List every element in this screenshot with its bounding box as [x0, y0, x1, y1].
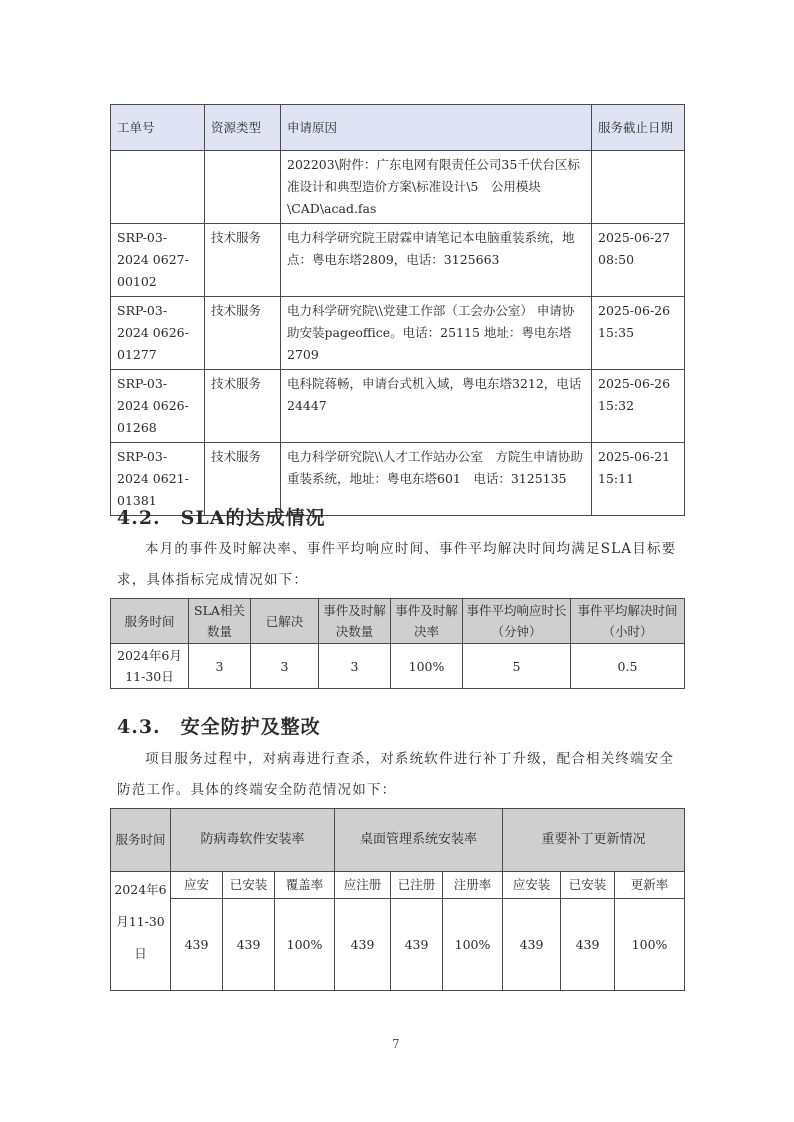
- section-heading-sla: 4.2. SLA的达成情况: [117, 507, 326, 529]
- resource-type: 技术服务: [205, 297, 281, 370]
- column-header: 资源类型: [205, 105, 281, 151]
- column-subheader: 应安装: [503, 872, 561, 899]
- table-row: [111, 370, 685, 443]
- column-header: 服务时间: [111, 599, 189, 644]
- request-reason: 电力科学研究院王尉霖申请笔记本电脑重装系统，地点：粤电东塔2809，电话：3125663: [281, 224, 592, 297]
- deadline: 2025-06-27 08:50: [592, 224, 685, 297]
- resource-type: 技术服务: [205, 224, 281, 297]
- table-row: [111, 151, 685, 224]
- deadline: 2025-06-26 15:32: [592, 370, 685, 443]
- column-group-header: 重要补丁更新情况: [503, 809, 685, 872]
- table-row: [111, 644, 685, 689]
- table-header-row: [111, 105, 685, 151]
- sla-table: [110, 598, 685, 689]
- column-subheader: 应注册: [335, 872, 391, 899]
- service-time: 2024年6月11-30日: [111, 872, 171, 991]
- request-reason: 电力科学研究院\\人才工作站办公室 方院生申请协助重装系统，地址：粤电东塔601 电话：3125135: [281, 443, 592, 516]
- resolved-count: 3: [251, 644, 319, 689]
- column-subheader: 注册率: [443, 872, 503, 899]
- section-heading-security: 4.3. 安全防护及整改: [117, 716, 321, 738]
- avg-response-minutes: 5: [463, 644, 571, 689]
- deadline: [592, 151, 685, 224]
- column-header: 服务时间: [111, 809, 171, 872]
- table-cell: 439: [561, 899, 615, 991]
- column-subheader: 更新率: [615, 872, 685, 899]
- security-table: [110, 808, 685, 991]
- table-header-row: [111, 599, 685, 644]
- page-number: 7: [392, 1037, 400, 1051]
- column-header: 事件平均响应时长（分钟）: [463, 599, 571, 644]
- table-cell: 439: [391, 899, 443, 991]
- sla-count: 3: [189, 644, 251, 689]
- timely-resolved-count: 3: [319, 644, 391, 689]
- resource-type: 技术服务: [205, 370, 281, 443]
- resource-type: [205, 151, 281, 224]
- timely-resolve-rate: 100%: [391, 644, 463, 689]
- column-header: 工单号: [111, 105, 205, 151]
- sla-paragraph-text: 本月的事件及时解决率、事件平均响应时间、事件平均解决时间均满足SLA目标要求，具体指标完成情况如下：: [117, 541, 677, 588]
- table-cell: 439: [335, 899, 391, 991]
- column-header: 已解决: [251, 599, 319, 644]
- ticket-id: SRP-03-2024 0626-01268: [111, 370, 205, 443]
- request-reason: 电科院蒋畅，申请台式机入域，粤电东塔3212，电话24447: [281, 370, 592, 443]
- table-cell: 439: [223, 899, 275, 991]
- column-subheader: 应安: [171, 872, 223, 899]
- table-row: [111, 297, 685, 370]
- column-subheader: 已注册: [391, 872, 443, 899]
- deadline: 2025-06-26 15:35: [592, 297, 685, 370]
- resource-type: 技术服务: [205, 443, 281, 516]
- table-row: [111, 899, 685, 991]
- column-group-header: 防病毒软件安装率: [171, 809, 335, 872]
- table-subheader-row: [111, 872, 685, 899]
- request-reason: 电力科学研究院\\党建工作部（工会办公室） 申请协助安装pageoffice。电话：25115 地址：粤电东塔2709: [281, 297, 592, 370]
- column-group-header: 桌面管理系统安装率: [335, 809, 503, 872]
- ticket-id: SRP-03-2024 0626-01277: [111, 297, 205, 370]
- request-table: [110, 104, 685, 516]
- column-header: 事件及时解决数量: [319, 599, 391, 644]
- column-subheader: 已安装: [561, 872, 615, 899]
- deadline: 2025-06-21 15:11: [592, 443, 685, 516]
- security-paragraph-text: 项目服务过程中，对病毒进行查杀，对系统软件进行补丁升级，配合相关终端安全防范工作。具体的终端安全防范情况如下：: [117, 751, 675, 798]
- column-header: 申请原因: [281, 105, 592, 151]
- table-cell: 100%: [443, 899, 503, 991]
- table-header-row: [111, 809, 685, 872]
- table-cell: 100%: [275, 899, 335, 991]
- avg-resolve-hours: 0.5: [571, 644, 685, 689]
- column-header: 事件平均解决时间（小时）: [571, 599, 685, 644]
- table-cell: 439: [171, 899, 223, 991]
- request-reason: 202203\附件：广东电网有限责任公司35千伏台区标准设计和典型造价方案\标准设计\5 公用模块\CAD\acad.fas: [281, 151, 592, 224]
- ticket-id: SRP-03-2024 0627-00102: [111, 224, 205, 297]
- column-header: 服务截止日期: [592, 105, 685, 151]
- ticket-id: SRP-03-2024 0621-01381: [111, 443, 205, 516]
- ticket-id: [111, 151, 205, 224]
- column-subheader: 覆盖率: [275, 872, 335, 899]
- column-header: SLA相关数量: [189, 599, 251, 644]
- sla-paragraph: [117, 534, 683, 596]
- table-cell: 100%: [615, 899, 685, 991]
- table-row: [111, 224, 685, 297]
- column-header: 事件及时解决率: [391, 599, 463, 644]
- security-paragraph: [117, 744, 683, 806]
- table-cell: 439: [503, 899, 561, 991]
- service-time: 2024年6月11-30日: [111, 644, 189, 689]
- column-subheader: 已安装: [223, 872, 275, 899]
